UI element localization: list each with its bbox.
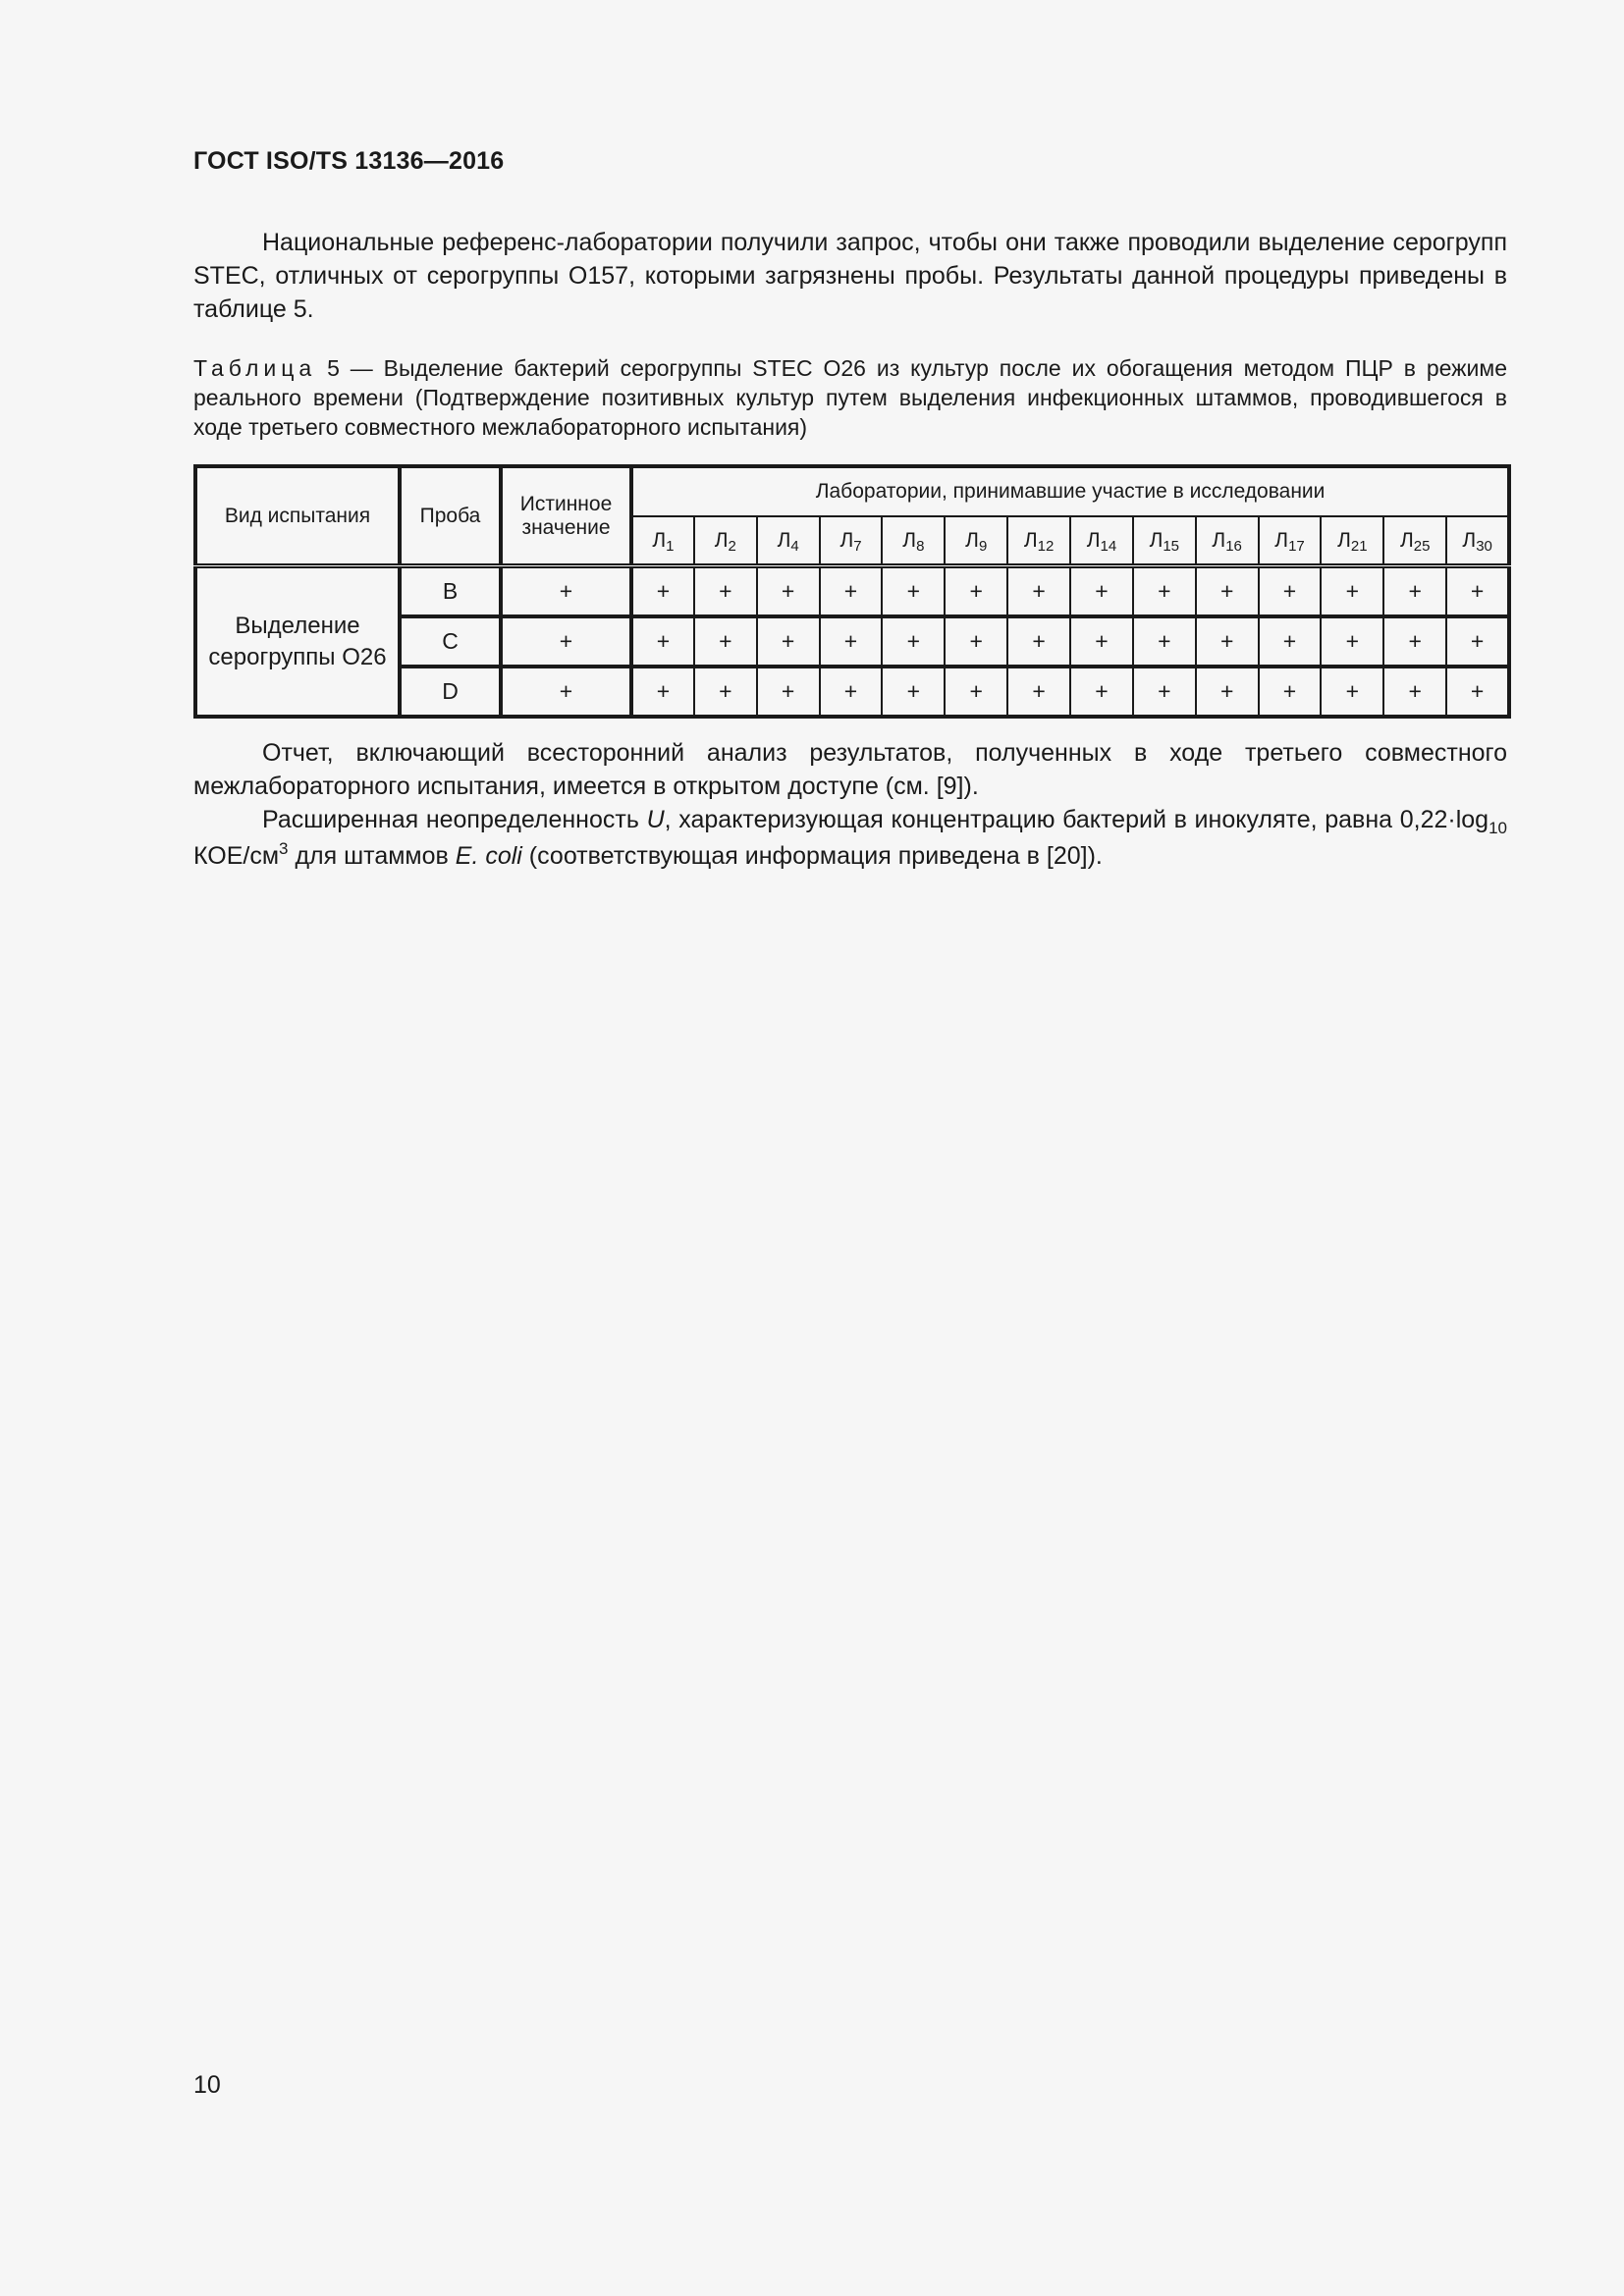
result-cell: + xyxy=(757,616,820,667)
result-cell: + xyxy=(1259,566,1322,617)
col-true-header: Истинное значение xyxy=(501,466,631,566)
lab-header-cell xyxy=(1383,516,1446,566)
result-cell: + xyxy=(945,667,1007,717)
lab-header-cell xyxy=(1070,516,1133,566)
lab-number: 7 xyxy=(853,537,862,555)
lab-header-cell xyxy=(694,516,757,566)
table-body xyxy=(195,566,1509,718)
result-cell: + xyxy=(757,667,820,717)
uncertainty-text-2: , характеризующая концентрацию бактерий в инокуляте, равна 0,22·log xyxy=(664,806,1489,833)
lab-prefix: Л xyxy=(1274,528,1289,552)
lab-prefix: Л xyxy=(777,528,791,552)
log-base: 10 xyxy=(1489,819,1507,837)
lab-header-cell xyxy=(882,516,945,566)
table-caption xyxy=(193,353,1507,442)
lab-prefix: Л xyxy=(1462,528,1477,552)
lab-header-cell xyxy=(757,516,820,566)
lab-header-cell xyxy=(1321,516,1383,566)
result-cell: + xyxy=(1133,667,1196,717)
result-cell: + xyxy=(694,616,757,667)
result-cell: + xyxy=(882,667,945,717)
true-value-cell: + xyxy=(501,667,631,717)
lab-prefix: Л xyxy=(1337,528,1351,552)
lab-prefix: Л xyxy=(652,528,667,552)
results-table xyxy=(193,464,1511,719)
result-cell: + xyxy=(1446,616,1509,667)
result-cell: + xyxy=(882,566,945,617)
true-value-cell: + xyxy=(501,566,631,617)
lab-header-cell xyxy=(1133,516,1196,566)
result-cell: + xyxy=(694,566,757,617)
result-cell: + xyxy=(1383,667,1446,717)
lab-number: 4 xyxy=(790,537,799,555)
col-test-header: Вид испытания xyxy=(195,466,400,566)
lab-header-cell xyxy=(1007,516,1070,566)
lab-prefix: Л xyxy=(965,528,979,552)
result-cell: + xyxy=(1196,667,1259,717)
result-cell: + xyxy=(1070,616,1133,667)
caption-text: — Выделение бактерий серогруппы STEC O26 из культур после их обогащения методом ПЦР в режиме реального времени (Подтверждение позитивных культур путем выделения инфекционных штаммов, проводившегося в ходе третьего совместного межлабораторного испытания) xyxy=(193,355,1507,440)
result-cell: + xyxy=(1383,566,1446,617)
lab-prefix: Л xyxy=(1400,528,1414,552)
result-cell: + xyxy=(1133,616,1196,667)
result-cell: + xyxy=(1446,667,1509,717)
result-cell: + xyxy=(1070,566,1133,617)
uncertainty-text-1: Расширенная неопределенность xyxy=(262,806,647,833)
col-sample-header: Проба xyxy=(400,466,501,566)
lab-number: 12 xyxy=(1037,537,1055,555)
document-header: ГОСТ ISO/TS 13136—2016 xyxy=(193,147,505,175)
sample-cell: D xyxy=(400,667,501,717)
uncertainty-paragraph xyxy=(193,803,1507,876)
sample-cell: B xyxy=(400,566,501,617)
result-cell: + xyxy=(631,667,694,717)
uncertainty-text-4: для штаммов xyxy=(288,842,456,870)
sample-cell: C xyxy=(400,616,501,667)
lab-prefix: Л xyxy=(902,528,917,552)
lab-number: 15 xyxy=(1163,537,1180,555)
lab-number: 9 xyxy=(978,537,988,555)
result-cell: + xyxy=(1007,667,1070,717)
lab-header-cell xyxy=(1259,516,1322,566)
lab-number: 8 xyxy=(916,537,925,555)
lab-number: 21 xyxy=(1350,537,1368,555)
lab-header-cell xyxy=(1446,516,1509,566)
true-value-cell: + xyxy=(501,616,631,667)
result-cell: + xyxy=(882,616,945,667)
result-cell: + xyxy=(1007,616,1070,667)
lab-header-cell xyxy=(945,516,1007,566)
result-cell: + xyxy=(1133,566,1196,617)
result-cell: + xyxy=(1446,566,1509,617)
result-cell: + xyxy=(1259,667,1322,717)
lab-header-cell xyxy=(1196,516,1259,566)
lab-header-cell xyxy=(820,516,883,566)
result-cell: + xyxy=(1321,616,1383,667)
result-cell: + xyxy=(1321,566,1383,617)
result-cell: + xyxy=(820,566,883,617)
labs-header: Лаборатории, принимавшие участие в исследовании xyxy=(631,466,1509,516)
result-cell: + xyxy=(1321,667,1383,717)
result-cell: + xyxy=(820,616,883,667)
result-cell: + xyxy=(945,566,1007,617)
intro-paragraph: Национальные референс-лаборатории получили запрос, чтобы они также проводили выделение серогрупп STEC, отличных от серогруппы O157, которыми загрязнены пробы. Результаты данной процедуры приведены в таблице 5. xyxy=(193,229,1507,323)
lab-prefix: Л xyxy=(714,528,729,552)
species-name: E. coli xyxy=(455,842,522,870)
lab-number: 2 xyxy=(728,537,736,555)
lab-prefix: Л xyxy=(1149,528,1164,552)
lab-number: 30 xyxy=(1476,537,1492,555)
result-cell: + xyxy=(631,566,694,617)
uncertainty-text-5: (соответствующая информация приведена в [20]). xyxy=(521,842,1103,870)
result-cell: + xyxy=(1070,667,1133,717)
test-type-cell: Выделение серогруппы O26 xyxy=(195,566,400,718)
lab-prefix: Л xyxy=(839,528,854,552)
result-cell: + xyxy=(1383,616,1446,667)
result-cell: + xyxy=(694,667,757,717)
unit-exponent: 3 xyxy=(279,839,289,858)
lab-header-cell xyxy=(631,516,694,566)
result-cell: + xyxy=(631,616,694,667)
page-number: 10 xyxy=(193,2071,221,2099)
result-cell: + xyxy=(1007,566,1070,617)
caption-label: Таблица xyxy=(193,355,317,381)
result-cell: + xyxy=(945,616,1007,667)
lab-prefix: Л xyxy=(1086,528,1101,552)
uncertainty-text-3: КОЕ/см xyxy=(193,842,280,870)
result-cell: + xyxy=(1196,566,1259,617)
lab-number: 1 xyxy=(666,537,675,555)
lab-prefix: Л xyxy=(1023,528,1038,552)
result-cell: + xyxy=(1196,616,1259,667)
result-cell: + xyxy=(820,667,883,717)
result-cell: + xyxy=(757,566,820,617)
lab-number: 17 xyxy=(1288,537,1305,555)
result-cell: + xyxy=(1259,616,1322,667)
table-row xyxy=(195,566,1509,617)
lab-number: 25 xyxy=(1413,537,1431,555)
lab-number: 14 xyxy=(1100,537,1117,555)
report-paragraph: Отчет, включающий всесторонний анализ результатов, полученных в ходе третьего совместного межлабораторного испытания, имеется в открытом доступе (см. [9]). xyxy=(193,739,1507,800)
lab-prefix: Л xyxy=(1212,528,1226,552)
lab-number: 16 xyxy=(1225,537,1242,555)
caption-number: 5 xyxy=(327,355,340,381)
uncertainty-symbol: U xyxy=(646,806,665,833)
